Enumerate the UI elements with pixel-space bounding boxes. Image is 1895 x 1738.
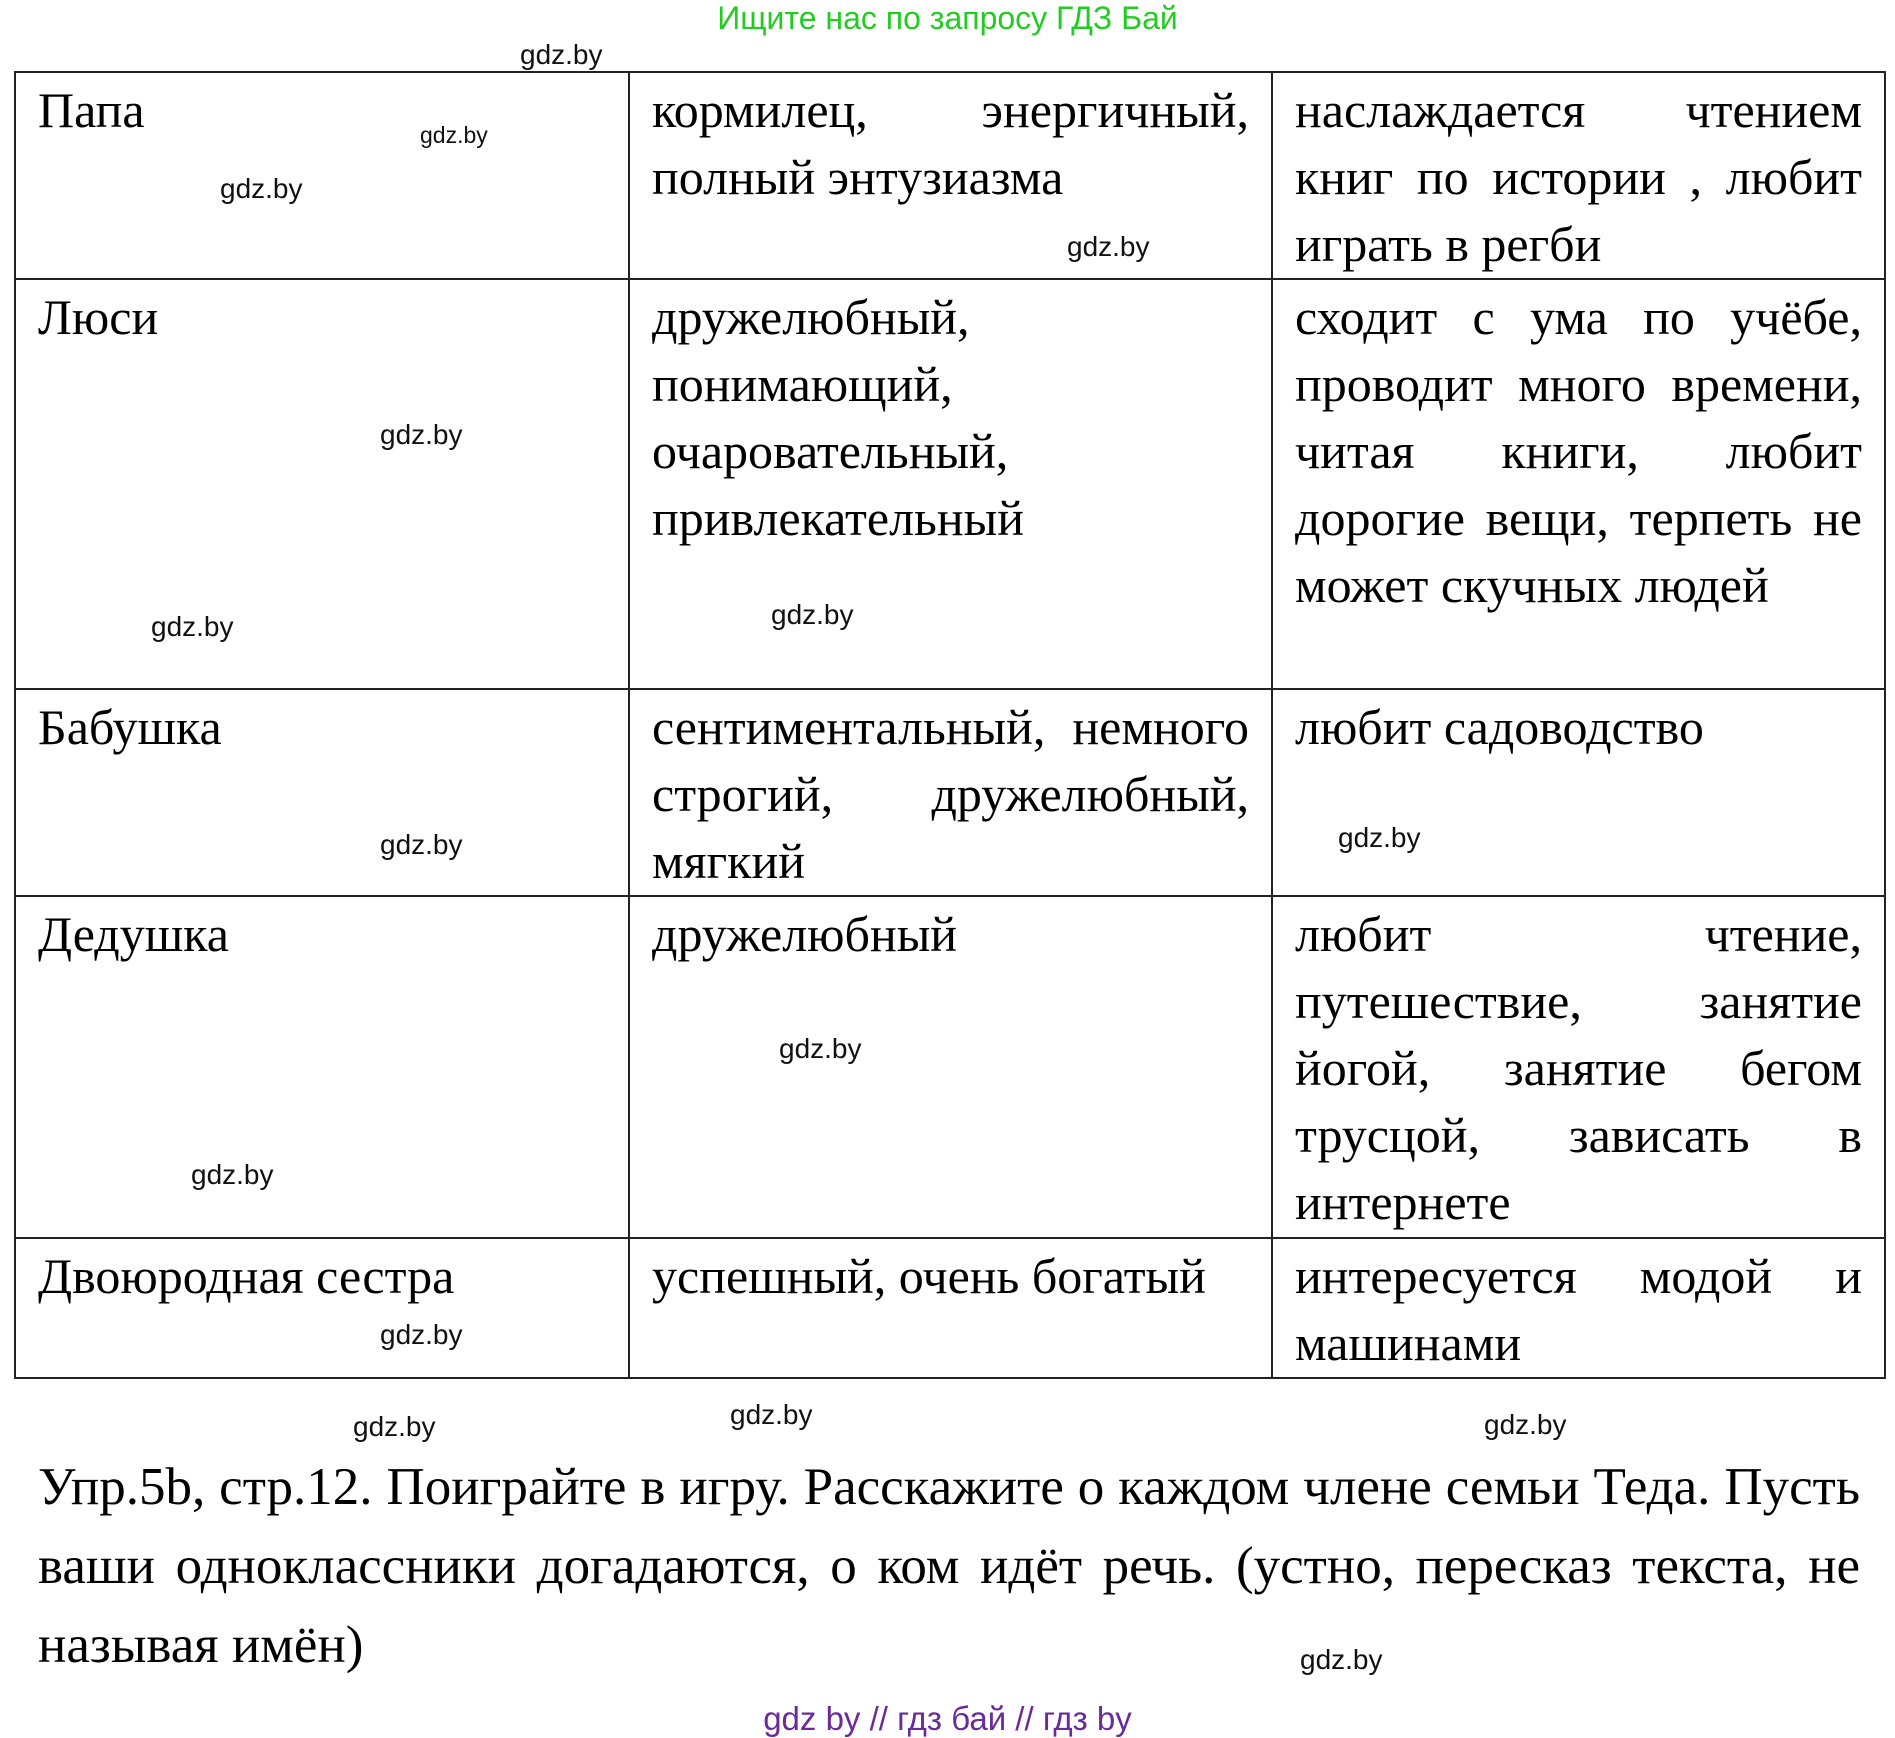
exercise-text: Упр.5b, стр.12. Поиграйте в игру. Расскажите о каждом члене семьи Теда. Пусть ваши одноклассники догадаются, о ком идёт речь. (устно, пересказ текста, не называя имён) bbox=[38, 1458, 1860, 1674]
watermark: gdz.by bbox=[220, 173, 303, 204]
watermark: gdz.by bbox=[380, 829, 463, 860]
watermark: gdz.by bbox=[191, 1159, 274, 1190]
watermark: gdz.by bbox=[151, 611, 234, 642]
member-cell: Бабушка bbox=[15, 689, 629, 896]
member-cell: Двоюродная сестра bbox=[15, 1238, 629, 1378]
table-row bbox=[15, 1238, 1885, 1378]
traits-cell: успешный, очень богатый bbox=[629, 1238, 1272, 1378]
watermark: gdz.by bbox=[380, 1319, 463, 1350]
traits-cell: дружелюбный bbox=[629, 896, 1272, 1238]
watermark: gdz.by bbox=[520, 39, 603, 70]
hobbies-cell: интересуется модой и машинами bbox=[1272, 1238, 1885, 1378]
table-row bbox=[15, 279, 1885, 689]
watermark: gdz.by bbox=[353, 1411, 436, 1442]
member-cell: Папа bbox=[15, 72, 629, 279]
family-table bbox=[14, 71, 1886, 1379]
watermark: gdz.by bbox=[730, 1399, 813, 1430]
traits-cell: дружелюбный, понимающий, очаровательный, привлекательный bbox=[629, 279, 1272, 689]
watermark: gdz.by bbox=[1484, 1409, 1567, 1440]
watermark: gdz.by bbox=[1338, 822, 1421, 853]
traits-cell: кормилец, энергичный, полный энтузиазма bbox=[629, 72, 1272, 279]
footer-links: gdz by // гдз бай // гдз by bbox=[763, 1700, 1132, 1737]
watermark: gdz.by bbox=[779, 1033, 862, 1064]
hobbies-cell: сходит с ума по учёбе, проводит много времени, читая книги, любит дорогие вещи, терпеть не может скучных людей bbox=[1272, 279, 1885, 689]
watermark: gdz.by bbox=[771, 599, 854, 630]
watermark: gdz.by bbox=[1300, 1644, 1383, 1675]
member-cell: Люси bbox=[15, 279, 629, 689]
watermark: gdz.by bbox=[380, 419, 463, 450]
promo-banner: Ищите нас по запросу ГДЗ Бай bbox=[717, 0, 1178, 36]
watermark: gdz.by bbox=[1067, 231, 1150, 262]
traits-cell: сентиментальный, немного строгий, дружелюбный, мягкий bbox=[629, 689, 1272, 896]
hobbies-cell: любит садоводство bbox=[1272, 689, 1885, 896]
table-row bbox=[15, 689, 1885, 896]
member-cell: Дедушка bbox=[15, 896, 629, 1238]
watermark: gdz.by bbox=[420, 122, 488, 148]
hobbies-cell: наслаждается чтением книг по истории , любит играть в регби bbox=[1272, 72, 1885, 279]
table-row bbox=[15, 896, 1885, 1238]
hobbies-cell: любит чтение, путешествие, занятие йогой, занятие бегом трусцой, зависать в интернете bbox=[1272, 896, 1885, 1238]
